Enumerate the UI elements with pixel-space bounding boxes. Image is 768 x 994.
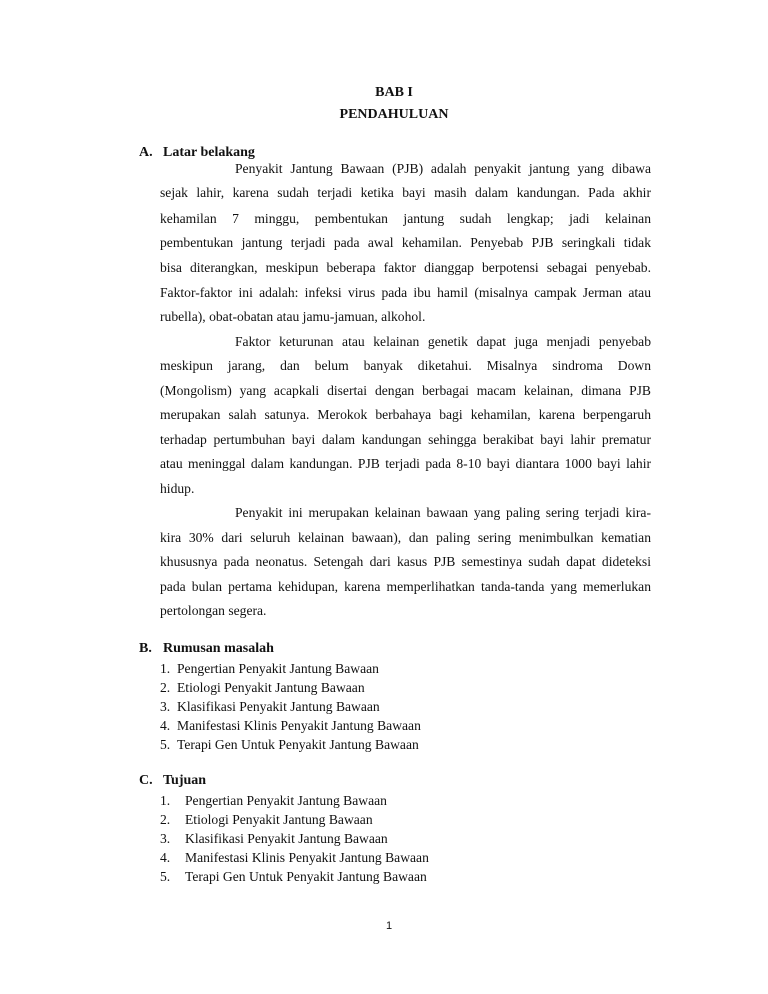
tujuan-list	[160, 791, 429, 886]
section-letter: B.	[139, 641, 152, 656]
list-item	[160, 829, 429, 848]
list-text: Manifestasi Klinis Penyakit Jantung Bawaan	[185, 850, 429, 865]
paragraph-line: sejak lahir, karena sudah terjadi ketika bayi masih dalam kandungan. Pada akhir	[160, 185, 651, 200]
list-text: Pengertian Penyakit Jantung Bawaan	[177, 661, 379, 676]
paragraph-line: pertolongan segera.	[160, 603, 267, 618]
list-item	[160, 810, 429, 829]
page-number: 1	[385, 920, 393, 932]
paragraph-line: merupakan salah satunya. Merokok berbahaya bagi kehamilan, karena berpengaruh	[160, 407, 651, 422]
paragraph-line: bisa diterangkan, meskipun beberapa faktor dianggap berpotensi sebagai penyebab.	[160, 260, 651, 275]
paragraph-line: kira 30% dari seluruh kelainan bawaan), dan paling sering menimbulkan kematian	[160, 530, 651, 545]
list-number: 5.	[160, 737, 171, 752]
list-text: Klasifikasi Penyakit Jantung Bawaan	[185, 831, 388, 846]
section-heading-rumusan-masalah	[139, 640, 274, 658]
paragraph-line: rubella), obat-obatan atau jamu-jamuan, alkohol.	[160, 309, 426, 324]
list-item	[160, 659, 421, 678]
rumusan-masalah-list	[160, 659, 421, 754]
paragraph-line: meskipun jarang, dan belum banyak diketahui. Misalnya sindroma Down	[160, 358, 651, 373]
list-number: 4.	[160, 850, 171, 865]
paragraph-line: kehamilan 7 minggu, pembentukan jantung sudah lengkap; jadi kelainan	[160, 211, 651, 226]
chapter-title: PENDAHULUAN	[339, 107, 449, 122]
section-heading-tujuan	[139, 772, 206, 790]
paragraph-line: hidup.	[160, 481, 195, 496]
list-number: 1.	[160, 793, 171, 808]
list-text: Terapi Gen Untuk Penyakit Jantung Bawaan	[177, 737, 419, 752]
paragraph-line: pada bulan pertama kehidupan, karena memperlihatkan tanda-tanda yang memerlukan	[160, 579, 651, 594]
list-number: 3.	[160, 699, 171, 714]
paragraph-line: Penyakit ini merupakan kelainan bawaan yang paling sering terjadi kira-	[235, 505, 651, 520]
list-number: 2.	[160, 680, 171, 695]
section-title: Rumusan masalah	[163, 641, 274, 656]
list-text: Etiologi Penyakit Jantung Bawaan	[185, 812, 373, 827]
paragraph-line: khususnya pada neonatus. Setengah dari kasus PJB semestinya sudah dapat dideteksi	[160, 554, 651, 569]
list-number: 4.	[160, 718, 171, 733]
list-text: Klasifikasi Penyakit Jantung Bawaan	[177, 699, 380, 714]
list-item	[160, 867, 429, 886]
list-item	[160, 791, 429, 810]
list-item	[160, 735, 421, 754]
list-item	[160, 716, 421, 735]
list-text: Pengertian Penyakit Jantung Bawaan	[185, 793, 387, 808]
section-title: Latar belakang	[163, 145, 255, 160]
list-text: Etiologi Penyakit Jantung Bawaan	[177, 680, 365, 695]
paragraph-line: terhadap pertumbuhan bayi dalam kandungan sehingga berakibat bayi lahir prematur	[160, 432, 651, 447]
section-letter: A.	[139, 145, 153, 160]
paragraph-line: atau meninggal dalam kandungan. PJB terjadi pada 8-10 bayi diantara 1000 bayi lahir	[160, 456, 651, 471]
chapter-number: BAB I	[375, 85, 413, 100]
paragraph-line: Faktor keturunan atau kelainan genetik dapat juga menjadi penyebab	[235, 334, 651, 349]
paragraph-line: (Mongolism) yang acapkali disertai dengan berbagai macam kelainan, dimana PJB	[160, 383, 651, 398]
paragraph-line: Faktor-faktor ini adalah: infeksi virus pada ibu hamil (misalnya campak Jerman atau	[160, 285, 651, 300]
list-item	[160, 678, 421, 697]
list-item	[160, 697, 421, 716]
section-title: Tujuan	[163, 773, 207, 788]
paragraph-line: pembentukan jantung terjadi pada awal kehamilan. Penyebab PJB seringkali tidak	[160, 235, 651, 250]
list-text: Manifestasi Klinis Penyakit Jantung Bawaan	[177, 718, 421, 733]
list-number: 1.	[160, 661, 171, 676]
list-item	[160, 848, 429, 867]
list-number: 3.	[160, 831, 171, 846]
list-number: 2.	[160, 812, 171, 827]
list-number: 5.	[160, 869, 171, 884]
list-text: Terapi Gen Untuk Penyakit Jantung Bawaan	[185, 869, 427, 884]
paragraph-line: Penyakit Jantung Bawaan (PJB) adalah penyakit jantung yang dibawa	[235, 161, 651, 176]
section-letter: C.	[139, 773, 153, 788]
